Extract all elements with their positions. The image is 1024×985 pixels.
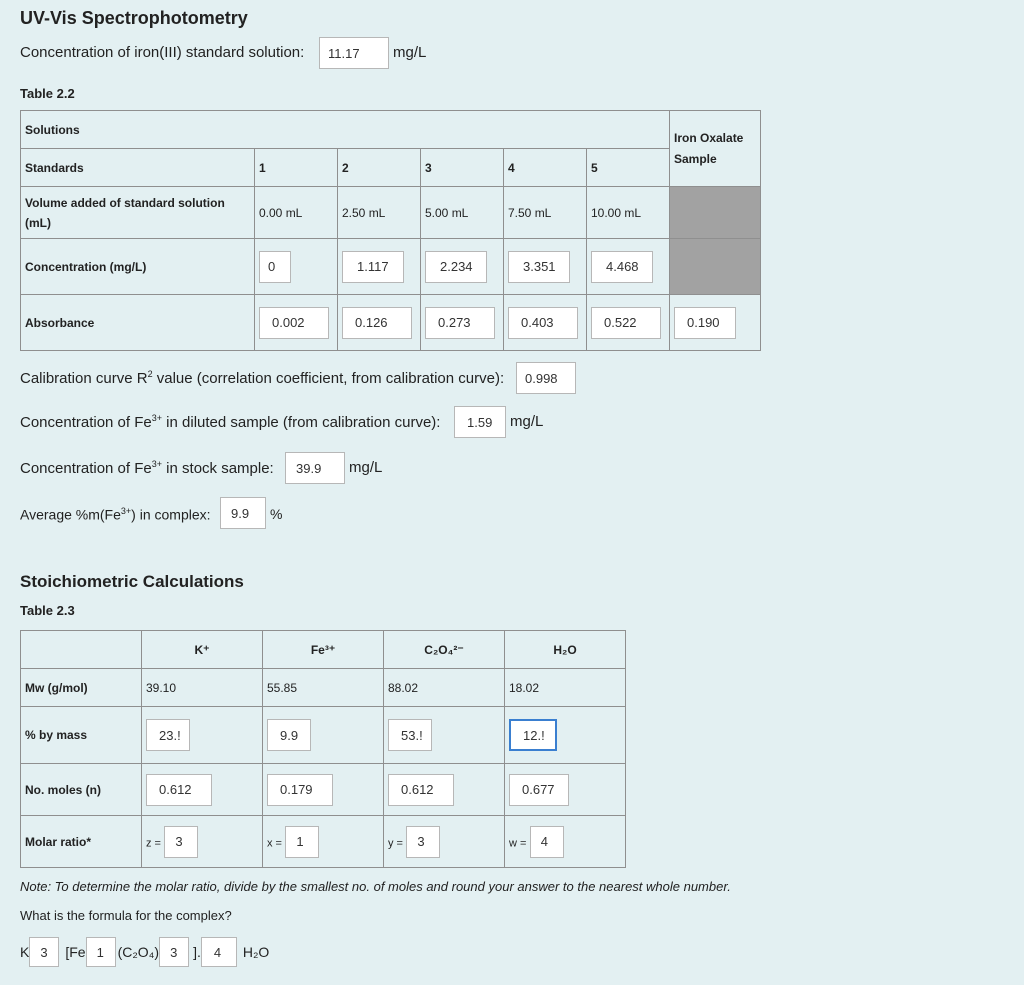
mass-input-water[interactable] bbox=[509, 719, 557, 751]
species-k: K⁺ bbox=[142, 631, 263, 669]
moles-input-water[interactable] bbox=[509, 774, 569, 806]
standard-3: 3 bbox=[421, 149, 504, 187]
volume-2: 2.50 mL bbox=[338, 187, 421, 239]
formula-k: K bbox=[20, 944, 30, 960]
mass-input-k[interactable] bbox=[146, 719, 190, 751]
formula-fe: [Fe bbox=[65, 944, 86, 960]
mw-k: 39.10 bbox=[142, 669, 263, 707]
standard-2: 2 bbox=[338, 149, 421, 187]
formula-fe-input[interactable] bbox=[86, 937, 116, 967]
ratio-var-z: z = bbox=[146, 837, 161, 849]
mw-label: Mw (g/mol) bbox=[21, 669, 142, 707]
iron-oxalate-header: Iron Oxalate Sample bbox=[670, 111, 761, 187]
formula-question: What is the formula for the complex? bbox=[20, 908, 232, 923]
stock-input[interactable] bbox=[285, 452, 345, 484]
concentration-input-4[interactable] bbox=[508, 251, 570, 283]
moles-input-k[interactable] bbox=[146, 774, 212, 806]
page-title: UV-Vis Spectrophotometry bbox=[20, 8, 248, 28]
volume-1: 0.00 mL bbox=[255, 187, 338, 239]
mass-input-fe[interactable] bbox=[267, 719, 311, 751]
species-water: H₂O bbox=[505, 631, 626, 669]
ratio-input-z[interactable] bbox=[164, 826, 198, 858]
absorbance-input-2[interactable] bbox=[342, 307, 412, 339]
grey-cell bbox=[670, 187, 761, 239]
grey-cell bbox=[670, 239, 761, 295]
absorbance-input-4[interactable] bbox=[508, 307, 578, 339]
ratio-input-w[interactable] bbox=[530, 826, 564, 858]
absorbance-label: Absorbance bbox=[21, 295, 255, 351]
formula-water: H₂O bbox=[242, 944, 270, 960]
r2-input[interactable] bbox=[516, 362, 576, 394]
absorbance-input-5[interactable] bbox=[591, 307, 661, 339]
concentration-input-5[interactable] bbox=[591, 251, 653, 283]
concentration-label: Concentration (mg/L) bbox=[21, 239, 255, 295]
ratio-var-x: x = bbox=[267, 837, 282, 849]
moles-input-fe[interactable] bbox=[267, 774, 333, 806]
volume-4: 7.50 mL bbox=[504, 187, 587, 239]
absorbance-input-3[interactable] bbox=[425, 307, 495, 339]
standard-5: 5 bbox=[587, 149, 670, 187]
mw-fe: 55.85 bbox=[263, 669, 384, 707]
iron-std-label: Concentration of iron(III) standard solution: bbox=[20, 44, 305, 61]
moles-label: No. moles (n) bbox=[21, 764, 142, 816]
ratio-var-y: y = bbox=[388, 837, 403, 849]
diluted-label: Concentration of $Fe^{3+}$ in diluted sample (from calibration curve): bbox=[20, 413, 441, 431]
ratio-input-x[interactable] bbox=[285, 826, 319, 858]
formula-dot: ]. bbox=[193, 944, 201, 960]
avg-input[interactable] bbox=[220, 497, 266, 529]
solutions-header: Solutions bbox=[21, 111, 670, 149]
formula-oxalate-input[interactable] bbox=[159, 937, 189, 967]
mass-input-oxalate[interactable] bbox=[388, 719, 432, 751]
mw-oxalate: 88.02 bbox=[384, 669, 505, 707]
molar-ratio-note: Note: To determine the molar ratio, divide by the smallest no. of moles and round your answer to the nearest whole number. bbox=[20, 879, 731, 894]
mass-label: % by mass bbox=[21, 707, 142, 764]
avg-label: Average $\%m(Fe^{3+})$ in complex: bbox=[20, 506, 211, 523]
stoich-title: Stoichiometric Calculations bbox=[20, 572, 244, 591]
mw-water: 18.02 bbox=[505, 669, 626, 707]
stock-unit: mg/L bbox=[349, 459, 383, 476]
ratio-input-y[interactable] bbox=[406, 826, 440, 858]
diluted-input[interactable] bbox=[454, 406, 506, 438]
stock-label: Concentration of $Fe^{3+}$ in stock sample: bbox=[20, 459, 274, 477]
iron-std-unit: mg/L bbox=[393, 44, 427, 61]
concentration-input-3[interactable] bbox=[425, 251, 487, 283]
volume-5: 10.00 mL bbox=[587, 187, 670, 239]
table-2-2 bbox=[20, 110, 761, 351]
r2-label: Calibration curve $R^2$ value (correlation coefficient, from calibration curve): bbox=[20, 369, 505, 387]
iron-std-input[interactable] bbox=[319, 37, 389, 69]
species-oxalate: C₂O₄²⁻ bbox=[384, 631, 505, 669]
volume-3: 5.00 mL bbox=[421, 187, 504, 239]
species-fe: Fe³⁺ bbox=[263, 631, 384, 669]
volume-label: Volume added of standard solution (mL) bbox=[21, 187, 255, 239]
formula-water-input[interactable] bbox=[201, 937, 237, 967]
moles-input-oxalate[interactable] bbox=[388, 774, 454, 806]
formula-k-input[interactable] bbox=[29, 937, 59, 967]
avg-unit: % bbox=[270, 506, 283, 522]
standards-label: Standards bbox=[21, 149, 255, 187]
absorbance-input-1[interactable] bbox=[259, 307, 329, 339]
formula-row bbox=[20, 937, 269, 967]
formula-oxalate: (C₂O₄) bbox=[117, 944, 160, 960]
table-2-3 bbox=[20, 630, 626, 868]
diluted-unit: mg/L bbox=[510, 413, 544, 430]
ratio-label: Molar ratio* bbox=[21, 816, 142, 868]
standard-1: 1 bbox=[255, 149, 338, 187]
ratio-var-w: w = bbox=[509, 837, 527, 849]
table23-caption: Table 2.3 bbox=[20, 603, 75, 618]
concentration-input-2[interactable] bbox=[342, 251, 404, 283]
table22-caption: Table 2.2 bbox=[20, 86, 75, 101]
concentration-input-1[interactable] bbox=[259, 251, 291, 283]
standard-4: 4 bbox=[504, 149, 587, 187]
sample-absorbance-input[interactable] bbox=[674, 307, 736, 339]
